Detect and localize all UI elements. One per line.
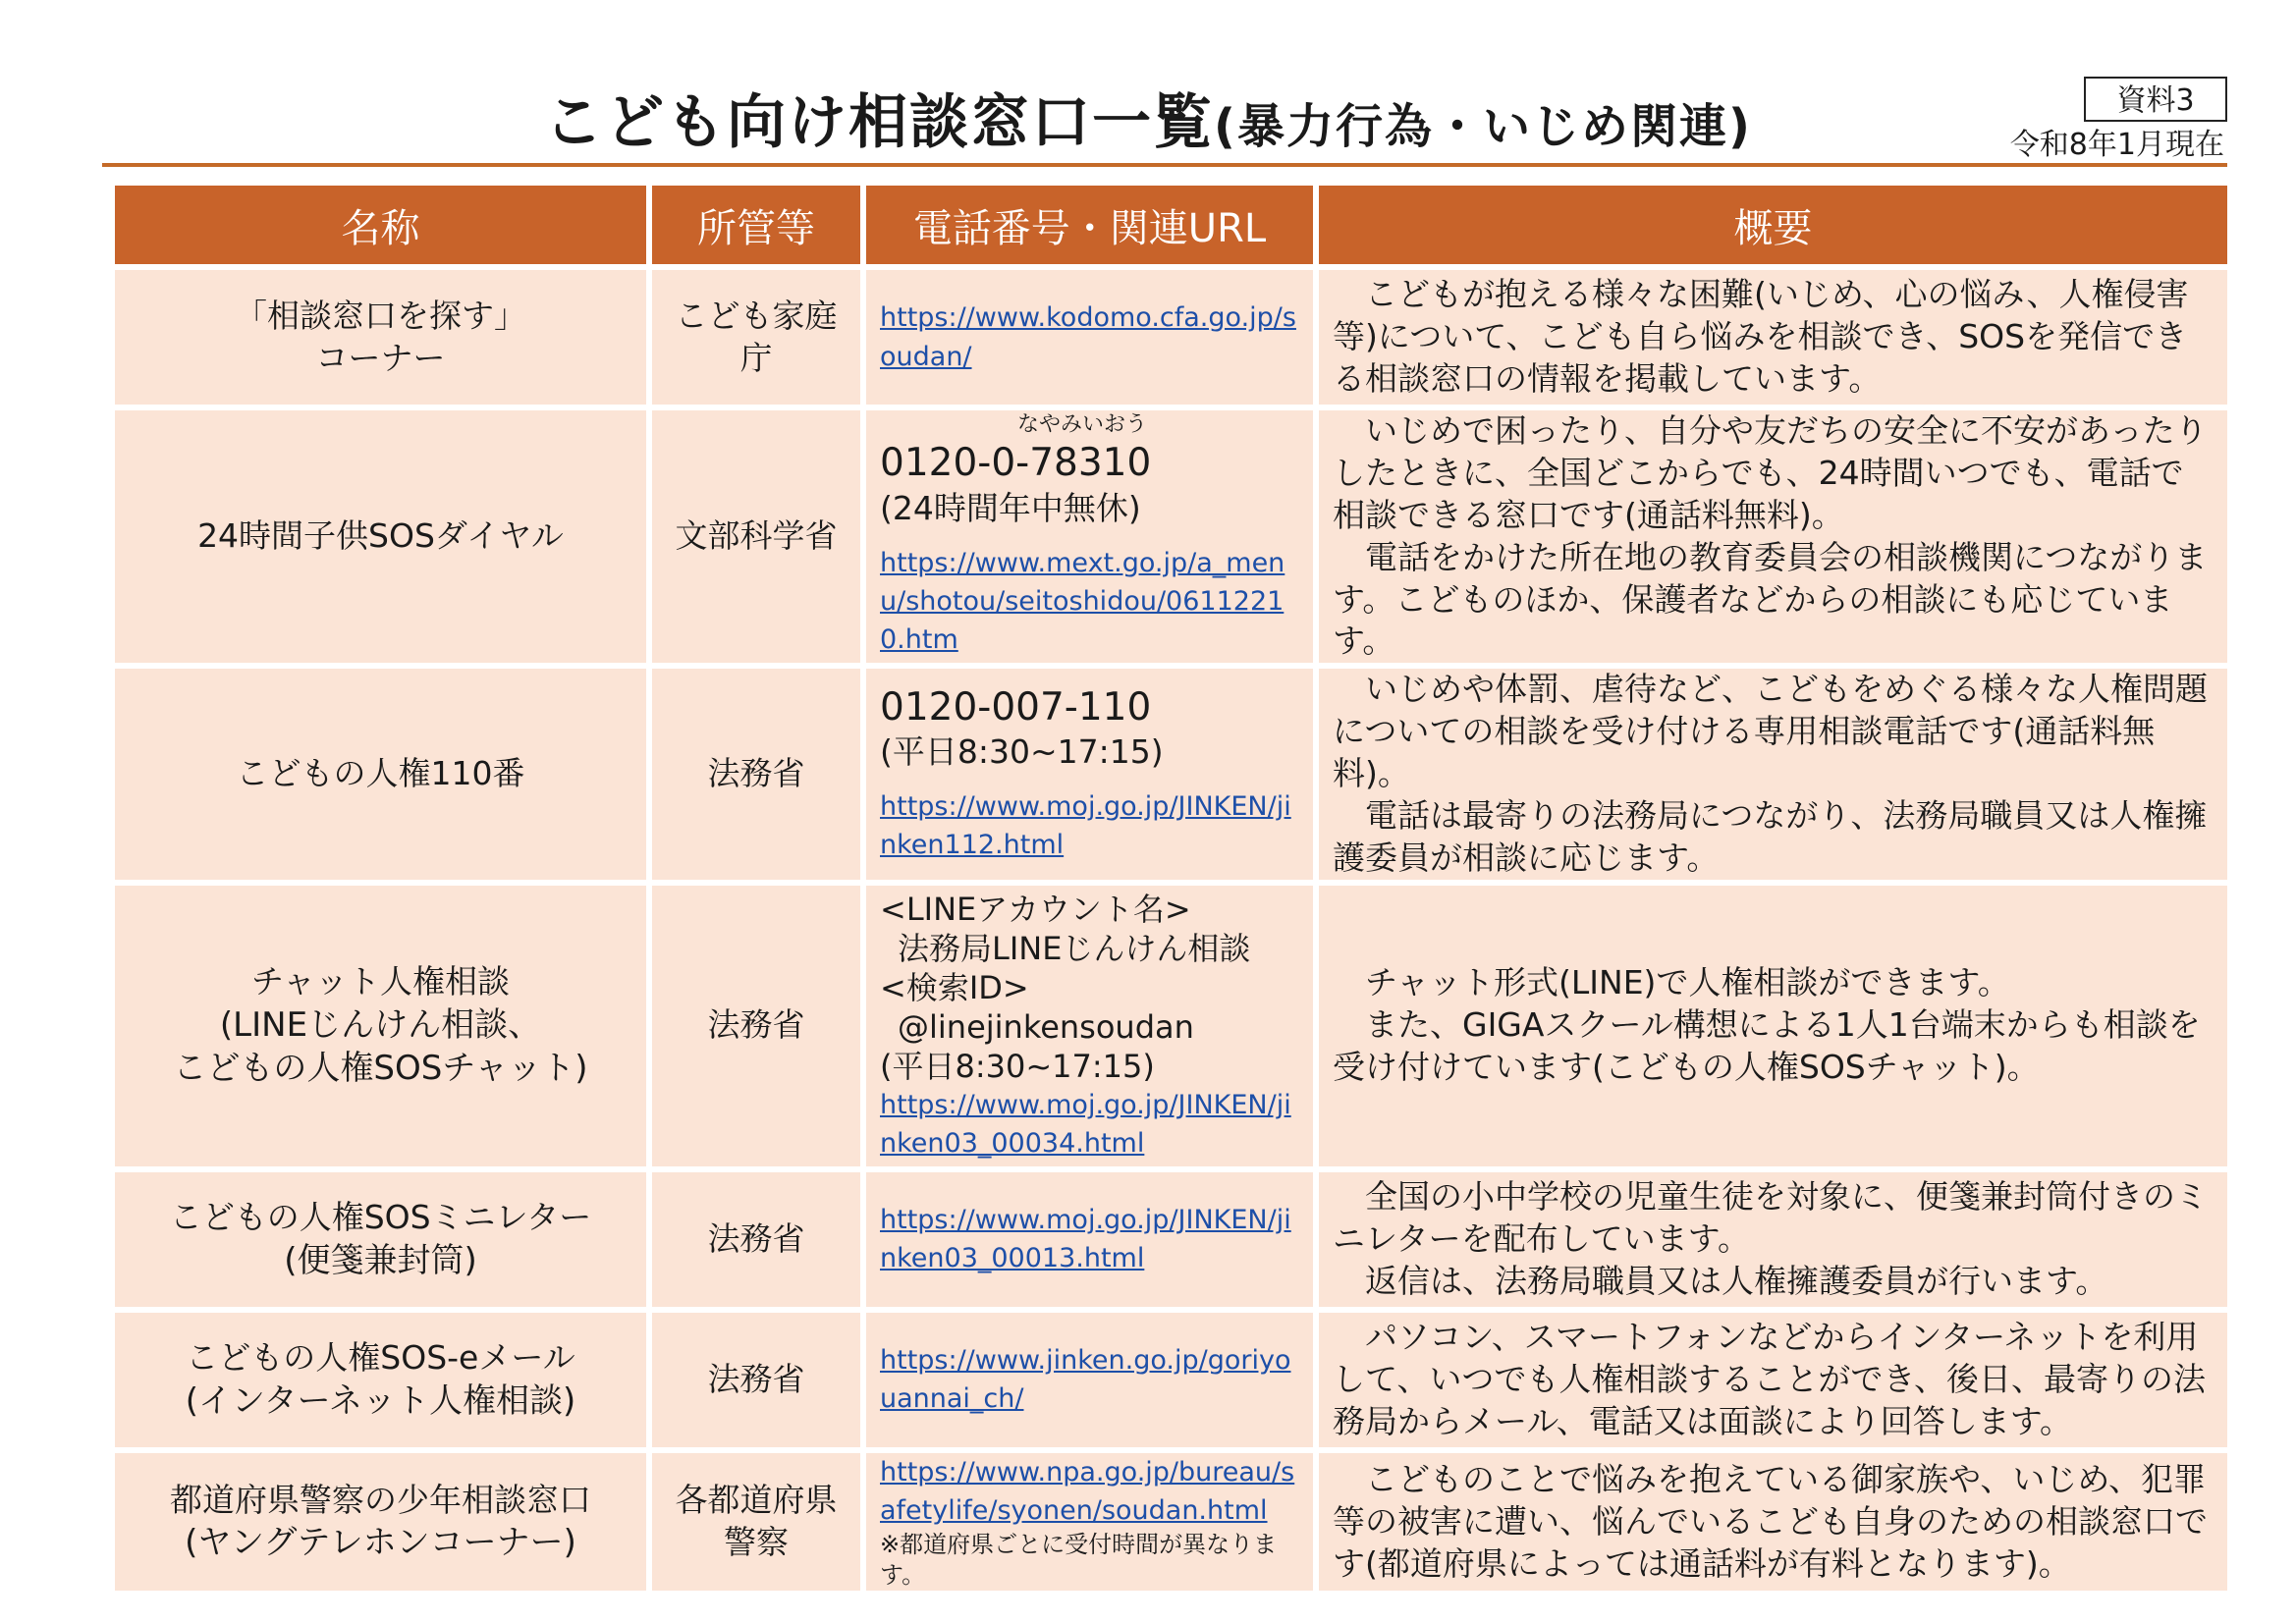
- column-header-org: 所管等: [652, 186, 860, 264]
- phone-hours: (24時間年中無休): [880, 488, 1141, 527]
- name-sub-line: (ヤングテレホンコーナー): [185, 1523, 576, 1563]
- cell-summary: [1319, 886, 2227, 1166]
- org-text: 法務省: [707, 754, 805, 793]
- summary-text-2: また、GIGAスクール構想による1人1台端末からも相談を受け付けています(こどもの人権SOSチャット)。: [1333, 1005, 2201, 1087]
- phone-hours: (平日8:30~17:15): [880, 1047, 1155, 1085]
- cell-summary: [1319, 270, 2227, 405]
- summary-text: いじめで困ったり、自分や友だちの安全に不安があったりしたときに、全国どこからでも、24時間いつでも、電話で相談できる窓口です(通話料無料)。: [1333, 411, 2208, 534]
- summary-text: こどものことで悩みを抱えている御家族や、いじめ、犯罪等の被害に遭い、悩んでいるこども自身のための相談窓口です(都道府県によっては通話料が有料となります)。: [1333, 1459, 2208, 1583]
- org-text: 法務省: [707, 1359, 805, 1398]
- table-row: [115, 270, 2227, 405]
- cell-org: [652, 270, 860, 405]
- org-text: 法務省: [707, 1218, 805, 1258]
- cell-name: [115, 1453, 646, 1592]
- summary-text-2: 電話をかけた所在地の教育委員会の相談機関につながります。こどものほか、保護者などからの相談にも応じています。: [1333, 537, 2208, 661]
- summary-text: こどもが抱える様々な困難(いじめ、心の悩み、人権侵害等)について、こども自ら悩みを相談でき、SOSを発信できる相談窓口の情報を掲載しています。: [1333, 275, 2189, 398]
- summary-text: 全国の小中学校の児童生徒を対象に、便箋兼封筒付きのミニレターを配布しています。: [1333, 1176, 2208, 1258]
- cell-contact: [866, 669, 1313, 879]
- cell-contact: [866, 270, 1313, 405]
- table-row: [115, 886, 2227, 1166]
- name-line: 都道府県警察の少年相談窓口: [170, 1480, 591, 1519]
- org-text: こども家庭庁: [675, 296, 838, 377]
- url-link[interactable]: https://www.moj.go.jp/JINKEN/jinken112.html: [880, 791, 1291, 861]
- document-date: 令和8年1月現在: [2009, 128, 2224, 162]
- url-link[interactable]: https://www.jinken.go.jp/goriyouannai_ch/: [880, 1345, 1291, 1415]
- cell-contact: [866, 410, 1313, 663]
- cell-org: [652, 1172, 860, 1307]
- phone-reading: なやみいおう: [1017, 412, 1148, 438]
- cell-summary: [1319, 1172, 2227, 1307]
- cell-org: [652, 669, 860, 879]
- name-sub-line: こどもの人権SOSチャット): [173, 1049, 588, 1089]
- cell-org: [652, 1313, 860, 1447]
- url-link[interactable]: https://www.npa.go.jp/bureau/safetylife/syonen/soudan.html: [880, 1456, 1295, 1526]
- line-account-label: <LINEアカウント名>: [880, 890, 1191, 928]
- name-line: こどもの人権SOSミニレター: [169, 1197, 592, 1236]
- line-account-name: 法務局LINEじんけん相談: [898, 929, 1251, 967]
- url-link[interactable]: https://www.mext.go.jp/a_menu/shotou/seitoshidou/06112210.htm: [880, 547, 1285, 656]
- document-title: [0, 90, 2296, 155]
- column-header-contact: 電話番号・関連URL: [866, 186, 1313, 264]
- table-header-row: [115, 186, 2227, 264]
- cell-org: [652, 1453, 860, 1592]
- column-header-summary: 概要: [1319, 186, 2227, 264]
- summary-text: いじめや体罰、虐待など、こどもをめぐる様々な人権問題についての相談を受け付ける専用相談電話です(通話料無料)。: [1333, 670, 2208, 793]
- name-sub-line: (LINEじんけん相談、: [219, 1005, 542, 1046]
- table-row: [115, 1172, 2227, 1307]
- url-link[interactable]: https://www.kodomo.cfa.go.jp/soudan/: [880, 302, 1296, 372]
- name-line: 24時間子供SOSダイヤル: [197, 516, 564, 556]
- title-main: こども向け相談窓口一覧: [544, 88, 1215, 157]
- name-sub-line: (インターネット人権相談): [185, 1380, 576, 1421]
- table-row: [115, 1453, 2227, 1592]
- column-header-name: 名称: [115, 186, 646, 264]
- org-text: 各都道府県: [675, 1481, 838, 1520]
- table-row: [115, 410, 2227, 663]
- cell-summary: [1319, 1453, 2227, 1592]
- document-badge: 資料3: [2084, 77, 2227, 122]
- name-line: コーナー: [315, 338, 446, 377]
- cell-contact: [866, 886, 1313, 1166]
- phone-number: 0120-007-110: [880, 684, 1152, 730]
- table-row: [115, 1313, 2227, 1447]
- name-line: チャット人権相談: [250, 962, 510, 1001]
- cell-org: [652, 886, 860, 1166]
- org-text: 警察: [724, 1523, 789, 1562]
- title-rule: [102, 163, 2227, 167]
- name-line: 「相談窓口を探す」: [235, 296, 526, 335]
- cell-name: [115, 270, 646, 405]
- cell-contact: [866, 1172, 1313, 1307]
- name-sub-line: (便箋兼封筒): [284, 1240, 477, 1280]
- name-line: こどもの人権110番: [236, 754, 525, 793]
- cell-summary: [1319, 1313, 2227, 1447]
- consultation-table: [109, 180, 2233, 1596]
- phone-number: 0120-0-78310: [880, 441, 1152, 486]
- cell-name: [115, 1313, 646, 1447]
- url-link[interactable]: https://www.moj.go.jp/JINKEN/jinken03_00013.html: [880, 1205, 1291, 1274]
- title-subtitle: (暴力行為・いじめ関連): [1214, 99, 1752, 154]
- search-id-label: <検索ID>: [880, 968, 1029, 1006]
- reception-note: ※都道府県ごとに受付時間が異なります。: [880, 1531, 1278, 1590]
- search-id: @linejinkensoudan: [898, 1007, 1194, 1046]
- cell-name: [115, 886, 646, 1166]
- summary-text-2: 電話は最寄りの法務局につながり、法務局職員又は人権擁護委員が相談に応じます。: [1333, 796, 2208, 877]
- name-line: こどもの人権SOS-eメール: [186, 1337, 575, 1377]
- cell-summary: [1319, 410, 2227, 663]
- summary-text: チャット形式(LINE)で人権相談ができます。: [1365, 963, 2010, 1002]
- cell-name: [115, 410, 646, 663]
- org-text: 法務省: [707, 1005, 805, 1045]
- cell-name: [115, 1172, 646, 1307]
- org-text: 文部科学省: [675, 516, 838, 556]
- cell-contact: [866, 1313, 1313, 1447]
- summary-text-2: 返信は、法務局職員又は人権擁護委員が行います。: [1365, 1261, 2108, 1300]
- cell-contact: [866, 1453, 1313, 1592]
- phone-hours: (平日8:30~17:15): [880, 732, 1164, 772]
- cell-org: [652, 410, 860, 663]
- url-link[interactable]: https://www.moj.go.jp/JINKEN/jinken03_00034.html: [880, 1089, 1291, 1159]
- cell-name: [115, 669, 646, 879]
- table-row: [115, 669, 2227, 879]
- cell-summary: [1319, 669, 2227, 879]
- summary-text: パソコン、スマートフォンなどからインターネットを利用して、いつでも人権相談することができ、後日、最寄りの法務局からメール、電話又は面談により回答します。: [1333, 1317, 2207, 1440]
